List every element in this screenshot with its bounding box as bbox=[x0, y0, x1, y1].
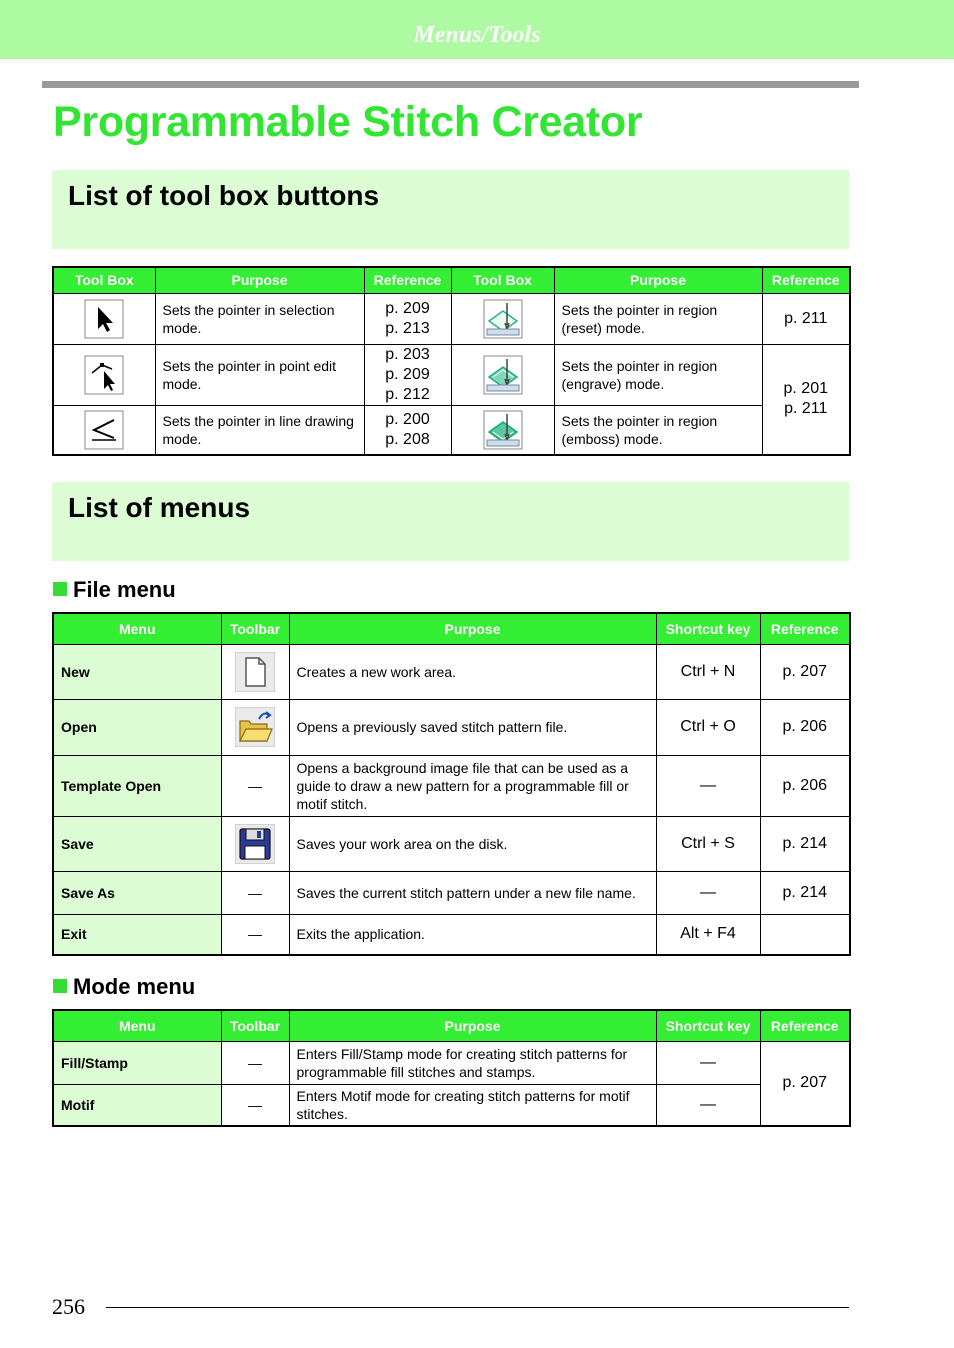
column-header: Toolbar bbox=[221, 1010, 289, 1041]
reference-cell bbox=[364, 344, 451, 405]
table-row bbox=[53, 293, 850, 344]
purpose-cell: Sets the pointer in region (reset) mode. bbox=[554, 293, 762, 344]
shortcut-cell: — bbox=[656, 871, 760, 914]
file-menu-heading bbox=[53, 577, 176, 603]
file-menu-title: File menu bbox=[73, 577, 176, 602]
table-row bbox=[53, 344, 850, 405]
mode-menu-table bbox=[52, 1009, 851, 1127]
reference-cell: p. 211 bbox=[762, 293, 850, 344]
reference-line: p. 201 bbox=[783, 380, 828, 398]
icon-cell bbox=[451, 293, 554, 344]
menu-name: Motif bbox=[53, 1084, 221, 1126]
table-row bbox=[53, 755, 850, 816]
column-header: Menu bbox=[53, 1010, 221, 1041]
column-header: Purpose bbox=[155, 267, 364, 293]
toolbox-section-heading bbox=[52, 170, 849, 249]
reference-cell: p. 214 bbox=[760, 816, 850, 871]
shortcut-cell: Ctrl + S bbox=[656, 816, 760, 871]
column-header: Purpose bbox=[289, 613, 656, 644]
reference-line: p. 203 bbox=[385, 345, 430, 363]
column-header: Tool Box bbox=[451, 267, 554, 293]
reference-line: p. 200 bbox=[385, 410, 430, 428]
bullet-square-icon bbox=[53, 979, 67, 993]
footer-rule bbox=[106, 1307, 849, 1308]
toolbar-cell: — bbox=[221, 1041, 289, 1084]
header-rule bbox=[42, 81, 859, 88]
reference-line: p. 208 bbox=[385, 430, 430, 448]
toolbar-cell: — bbox=[221, 914, 289, 955]
menu-name: Exit bbox=[53, 914, 221, 955]
region-engrave-icon bbox=[483, 355, 523, 395]
menus-heading: List of menus bbox=[68, 492, 251, 523]
purpose-cell: Saves your work area on the disk. bbox=[289, 816, 656, 871]
column-header: Tool Box bbox=[53, 267, 155, 293]
select-arrow-icon bbox=[84, 299, 124, 339]
icon-cell bbox=[53, 344, 155, 405]
section-title: Menus/Tools bbox=[413, 22, 541, 48]
file-menu-table bbox=[52, 612, 851, 956]
reference-line: p. 209 bbox=[385, 365, 430, 383]
icon-cell bbox=[451, 405, 554, 455]
shared-reference-cell: p. 207 bbox=[760, 1041, 850, 1126]
shortcut-cell: Ctrl + O bbox=[656, 699, 760, 755]
table-row bbox=[53, 1084, 850, 1126]
reference-cell: p. 206 bbox=[760, 755, 850, 816]
column-header: Reference bbox=[760, 613, 850, 644]
save-disk-icon bbox=[235, 824, 275, 864]
page-number: 256 bbox=[52, 1294, 85, 1319]
table-header-row bbox=[53, 613, 850, 644]
column-header: Reference bbox=[760, 1010, 850, 1041]
purpose-cell: Sets the pointer in line drawing mode. bbox=[155, 405, 364, 455]
column-header: Reference bbox=[762, 267, 850, 293]
column-header: Toolbar bbox=[221, 613, 289, 644]
shared-reference-cell bbox=[762, 344, 850, 455]
reference-cell bbox=[364, 405, 451, 455]
table-row bbox=[53, 644, 850, 699]
reference-cell: p. 207 bbox=[760, 644, 850, 699]
purpose-cell: Saves the current stitch pattern under a new file name. bbox=[289, 871, 656, 914]
purpose-cell: Sets the pointer in selection mode. bbox=[155, 293, 364, 344]
table-header-row bbox=[53, 267, 850, 293]
region-reset-icon bbox=[483, 299, 523, 339]
column-header: Reference bbox=[364, 267, 451, 293]
menu-name: Save As bbox=[53, 871, 221, 914]
toolbox-heading: List of tool box buttons bbox=[68, 180, 380, 211]
page-title: Programmable Stitch Creator bbox=[53, 98, 643, 146]
icon-cell bbox=[53, 405, 155, 455]
purpose-cell: Creates a new work area. bbox=[289, 644, 656, 699]
shortcut-cell: — bbox=[656, 1041, 760, 1084]
bullet-square-icon bbox=[53, 582, 67, 596]
menu-name: Open bbox=[53, 699, 221, 755]
column-header: Shortcut key bbox=[656, 613, 760, 644]
toolbar-cell: — bbox=[221, 871, 289, 914]
shortcut-cell: — bbox=[656, 1084, 760, 1126]
column-header: Shortcut key bbox=[656, 1010, 760, 1041]
reference-cell: p. 214 bbox=[760, 871, 850, 914]
purpose-cell: Sets the pointer in region (emboss) mode. bbox=[554, 405, 762, 455]
toolbar-cell bbox=[221, 816, 289, 871]
purpose-cell: Opens a previously saved stitch pattern file. bbox=[289, 699, 656, 755]
menu-name: New bbox=[53, 644, 221, 699]
reference-line: p. 209 bbox=[385, 299, 430, 317]
mode-menu-title: Mode menu bbox=[73, 974, 196, 999]
reference-cell bbox=[364, 293, 451, 344]
toolbar-cell bbox=[221, 644, 289, 699]
toolbar-cell: — bbox=[221, 1084, 289, 1126]
table-row bbox=[53, 871, 850, 914]
shortcut-cell: Alt + F4 bbox=[656, 914, 760, 955]
purpose-cell: Enters Fill/Stamp mode for creating stitch patterns for programmable fill stitches and stamps. bbox=[289, 1041, 656, 1084]
region-emboss-icon bbox=[483, 410, 523, 450]
table-row bbox=[53, 405, 850, 455]
purpose-cell: Sets the pointer in point edit mode. bbox=[155, 344, 364, 405]
table-row bbox=[53, 1041, 850, 1084]
table-row bbox=[53, 914, 850, 955]
reference-cell bbox=[760, 914, 850, 955]
menu-name: Template Open bbox=[53, 755, 221, 816]
purpose-cell: Enters Motif mode for creating stitch patterns for motif stitches. bbox=[289, 1084, 656, 1126]
toolbar-cell: — bbox=[221, 755, 289, 816]
menus-section-heading bbox=[52, 482, 849, 561]
column-header: Purpose bbox=[554, 267, 762, 293]
menu-name: Save bbox=[53, 816, 221, 871]
menu-name: Fill/Stamp bbox=[53, 1041, 221, 1084]
table-row bbox=[53, 699, 850, 755]
reference-line: p. 213 bbox=[385, 319, 430, 337]
toolbar-cell bbox=[221, 699, 289, 755]
point-edit-icon bbox=[84, 355, 124, 395]
table-row bbox=[53, 816, 850, 871]
column-header: Purpose bbox=[289, 1010, 656, 1041]
reference-line: p. 211 bbox=[784, 400, 828, 418]
purpose-cell: Exits the application. bbox=[289, 914, 656, 955]
open-folder-icon bbox=[235, 707, 275, 747]
new-file-icon bbox=[235, 652, 275, 692]
icon-cell bbox=[451, 344, 554, 405]
icon-cell bbox=[53, 293, 155, 344]
toolbox-table bbox=[52, 266, 851, 456]
shortcut-cell: — bbox=[656, 755, 760, 816]
reference-line: p. 212 bbox=[385, 385, 430, 403]
reference-cell: p. 206 bbox=[760, 699, 850, 755]
shortcut-cell: Ctrl + N bbox=[656, 644, 760, 699]
mode-menu-heading bbox=[53, 974, 195, 1000]
purpose-cell: Opens a background image file that can be used as a guide to draw a new pattern for a programmable fill or motif stitch. bbox=[289, 755, 656, 816]
header-bar bbox=[0, 0, 954, 59]
purpose-cell: Sets the pointer in region (engrave) mode. bbox=[554, 344, 762, 405]
line-draw-icon bbox=[84, 410, 124, 450]
table-header-row bbox=[53, 1010, 850, 1041]
column-header: Menu bbox=[53, 613, 221, 644]
